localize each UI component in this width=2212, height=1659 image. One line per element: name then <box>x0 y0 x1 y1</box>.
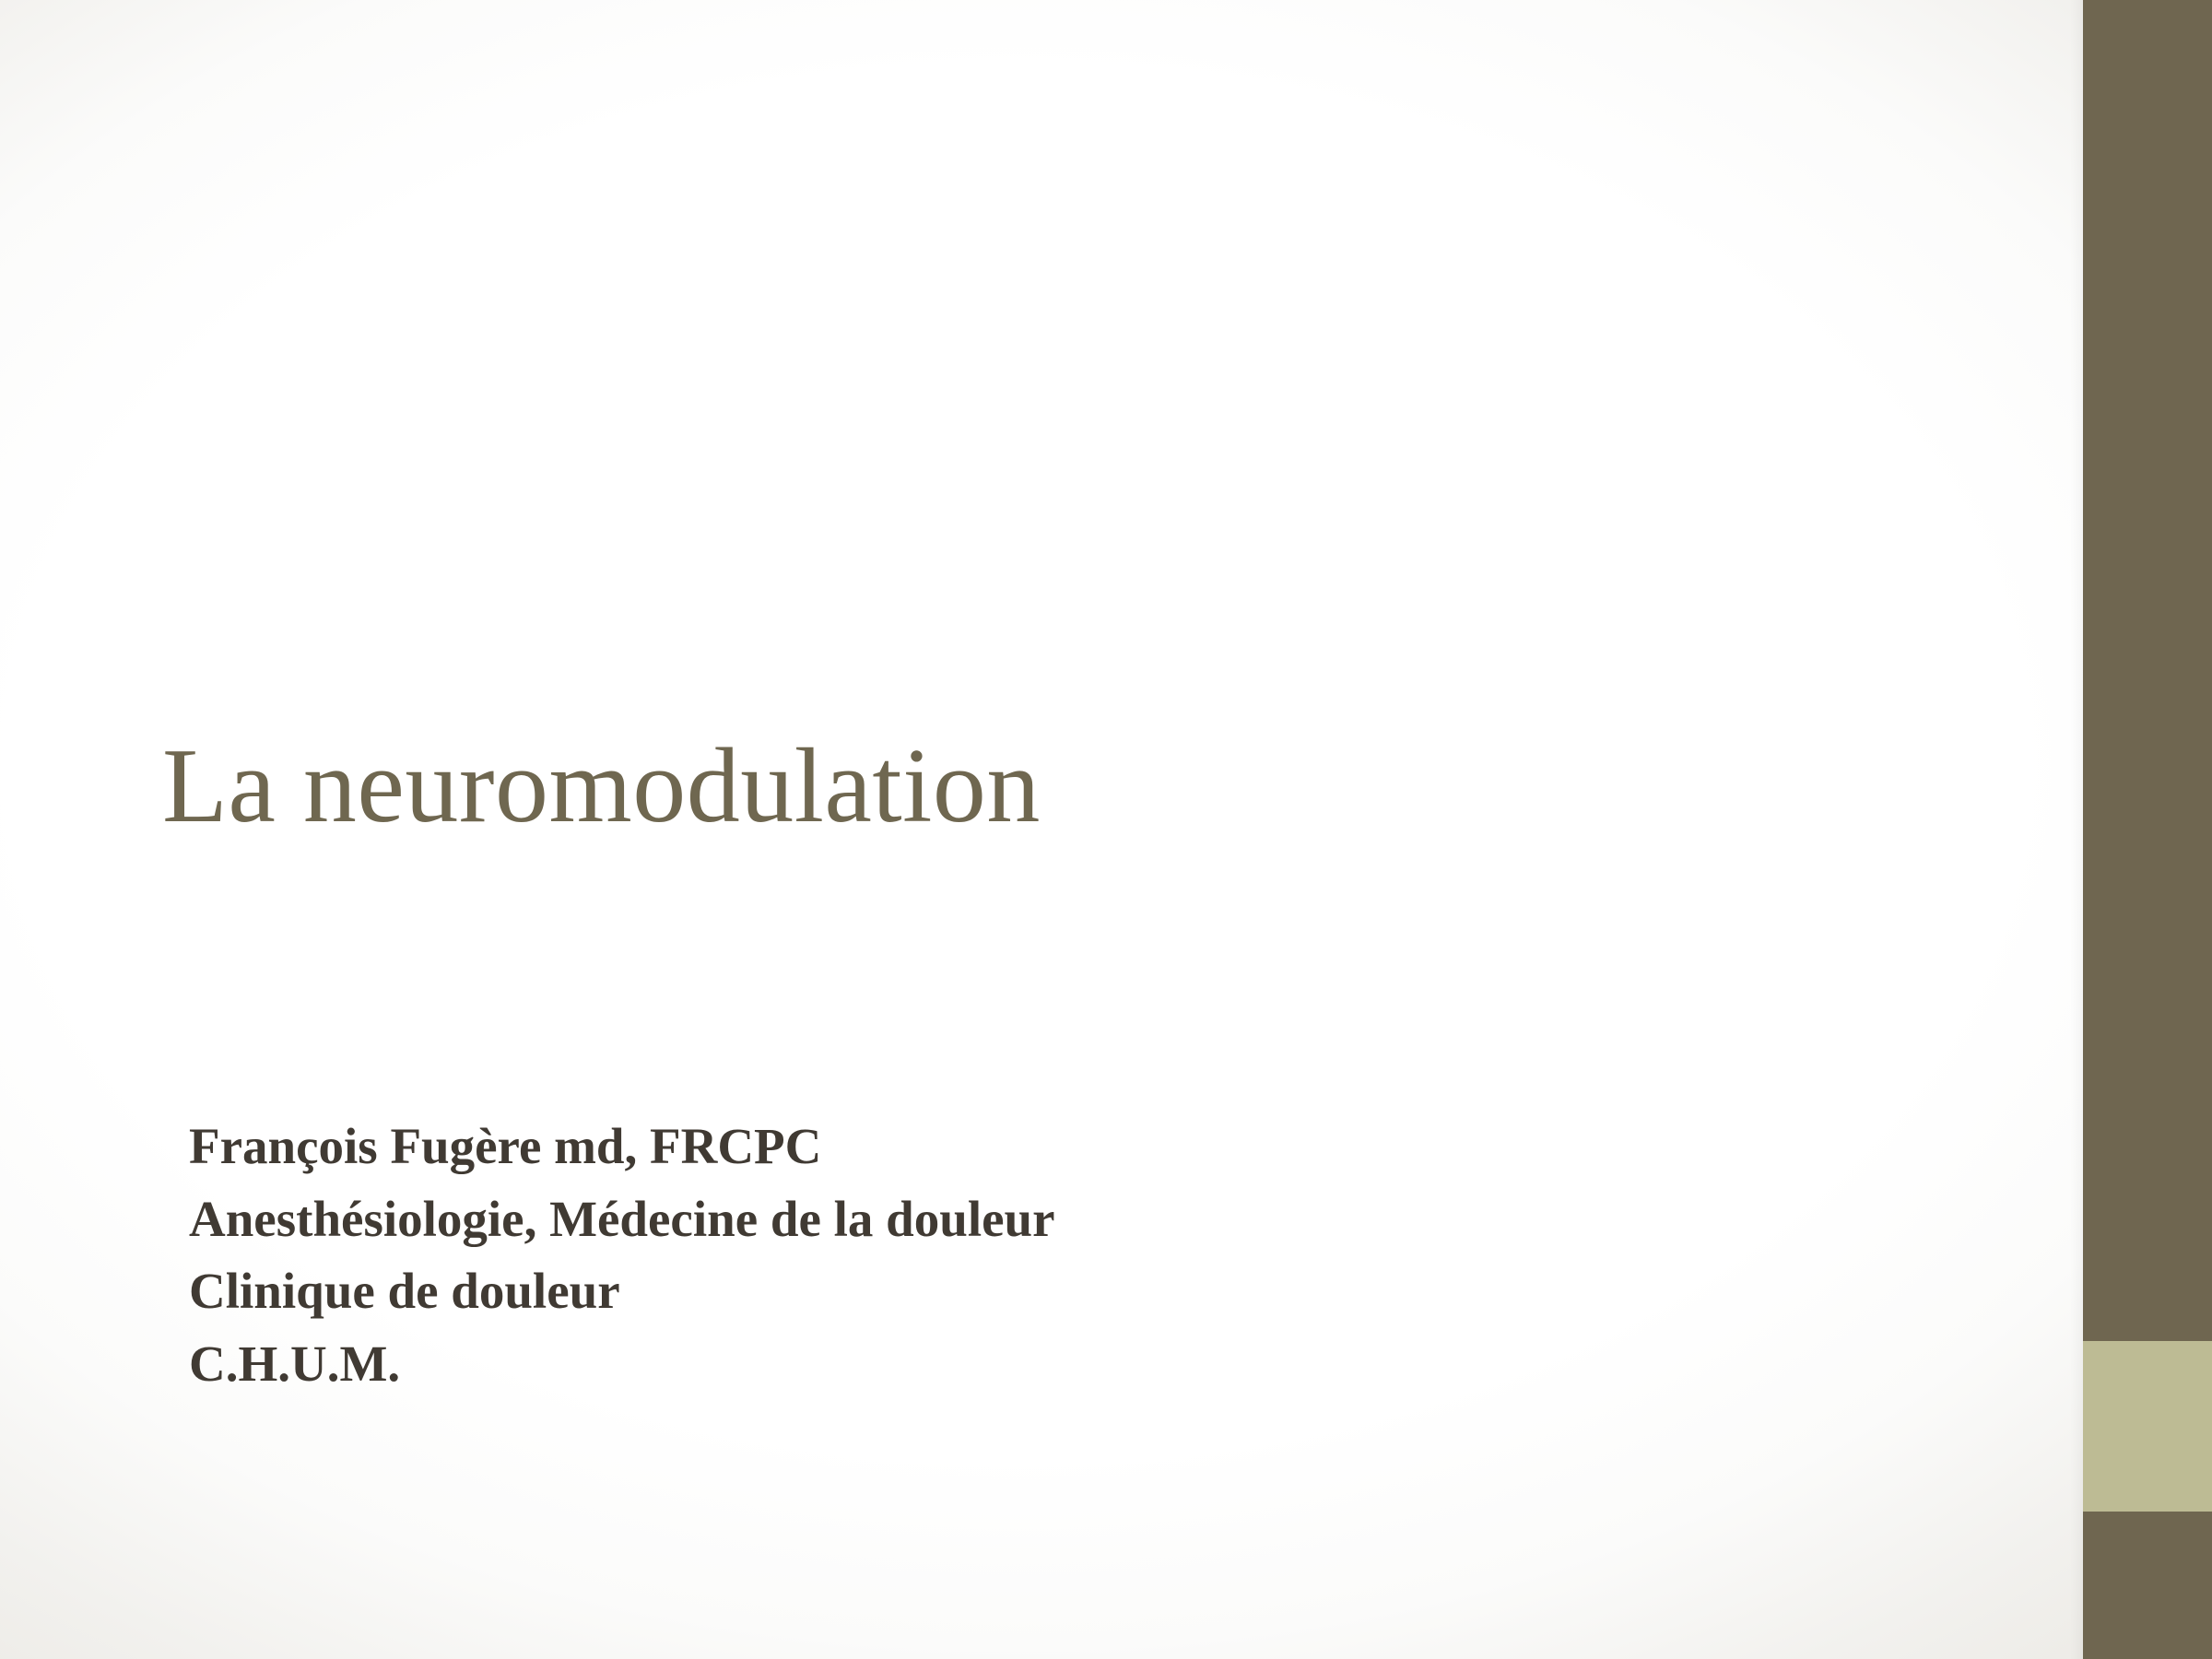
band-segment-dark-top <box>2083 0 2212 1341</box>
subtitle-line-author: François Fugère md, FRCPC <box>189 1118 822 1174</box>
band-segment-accent <box>2083 1341 2212 1512</box>
subtitle-line-institution: C.H.U.M. <box>189 1335 401 1392</box>
slide-title: La neuromodulation <box>162 726 1041 845</box>
band-gutter-shadow <box>2070 0 2083 1659</box>
subtitle-line-clinic: Clinique de douleur <box>189 1263 620 1320</box>
subtitle-line-specialty: Anesthésiologie, Médecine de la douleur <box>189 1190 1055 1247</box>
decorative-right-band <box>2083 0 2212 1659</box>
slide-subtitle <box>189 1111 1802 1401</box>
band-segment-dark-bottom <box>2083 1512 2212 1659</box>
